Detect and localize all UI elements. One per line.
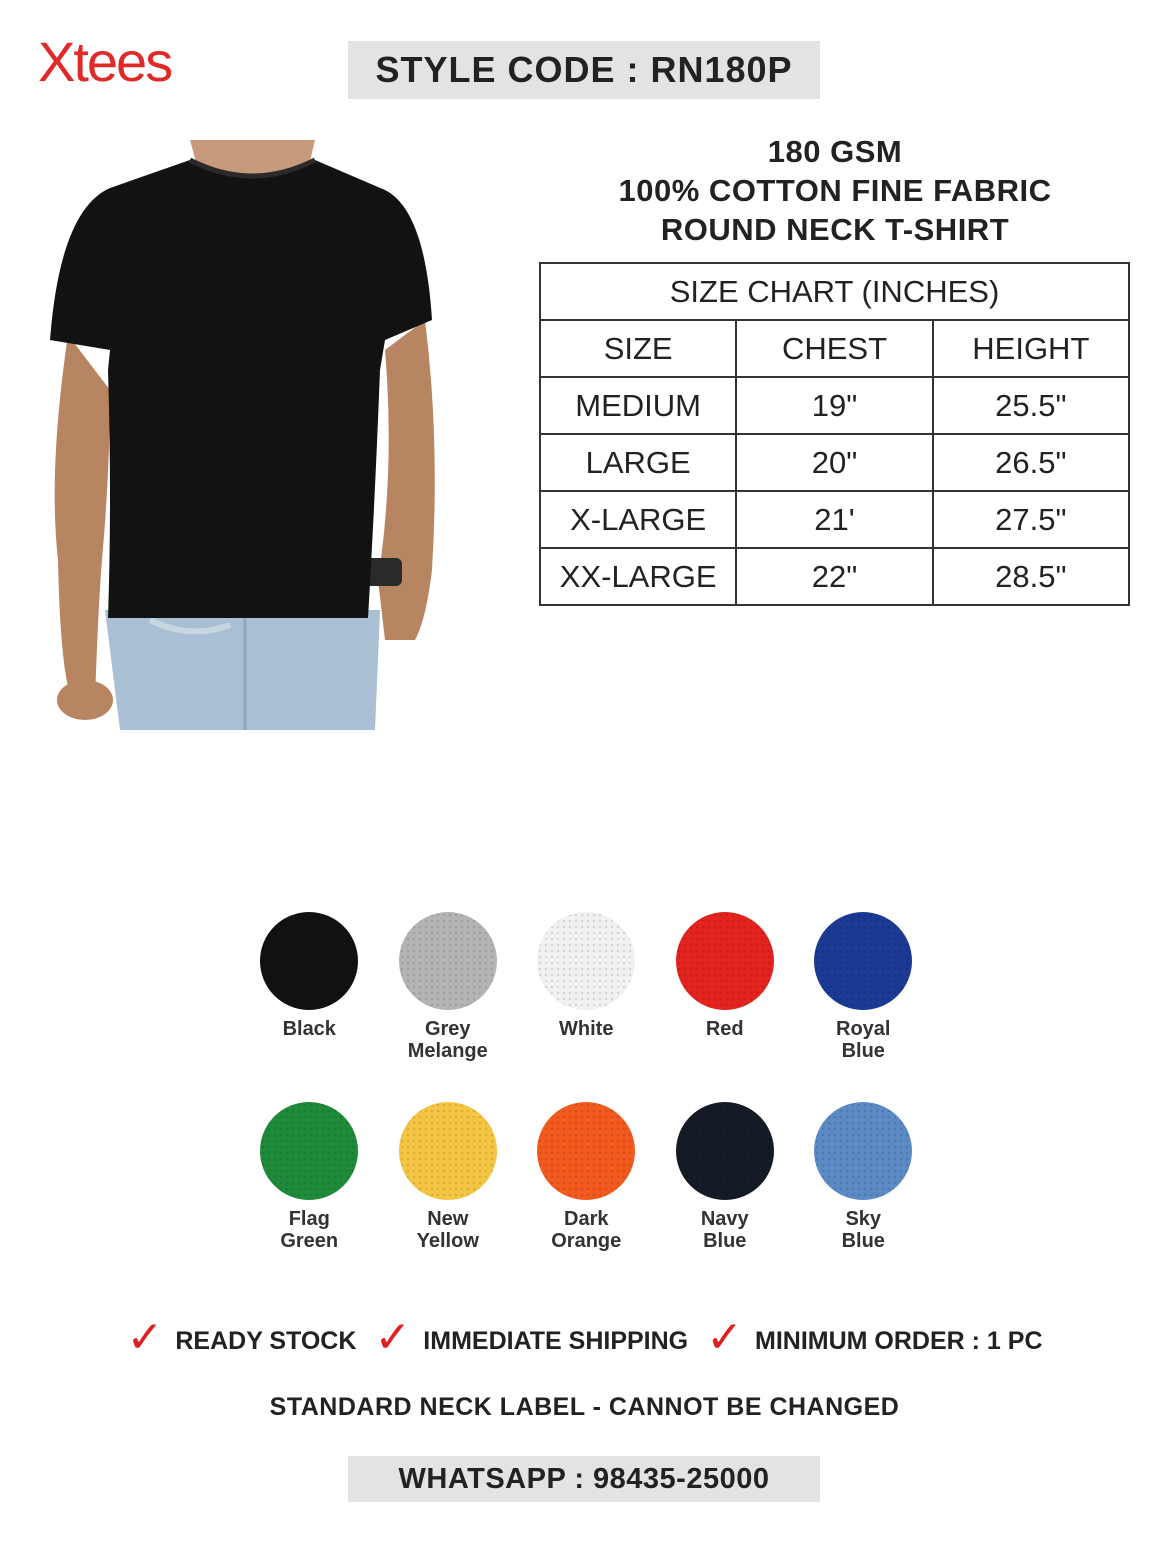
cell-chest: 21' bbox=[736, 491, 932, 548]
header-chest: CHEST bbox=[736, 320, 932, 377]
feature-minimum-order bbox=[706, 1313, 1043, 1362]
swatch-dot bbox=[399, 912, 497, 1010]
cell-size: MEDIUM bbox=[540, 377, 736, 434]
whatsapp-banner[interactable] bbox=[348, 1456, 820, 1502]
feature-label: MINIMUM ORDER : 1 PC bbox=[755, 1327, 1043, 1355]
swatch-label: Flag Green bbox=[280, 1208, 339, 1252]
size-chart-header-row bbox=[540, 320, 1129, 377]
brand-logo: Xtees bbox=[38, 30, 172, 93]
spec-type: ROUND NECK T-SHIRT bbox=[660, 212, 1010, 247]
swatch-new-yellow[interactable] bbox=[379, 1102, 518, 1252]
whatsapp-text: WHATSAPP : 98435-25000 bbox=[398, 1462, 770, 1495]
checkmark-icon: ✓ bbox=[374, 1313, 412, 1362]
swatch-royal-blue[interactable] bbox=[794, 912, 933, 1062]
swatch-label: White bbox=[559, 1018, 614, 1040]
cell-height: 28.5" bbox=[933, 548, 1129, 605]
cell-chest: 20" bbox=[736, 434, 932, 491]
header-height: HEIGHT bbox=[933, 320, 1129, 377]
model-left-arm bbox=[55, 335, 110, 700]
swatch-dot bbox=[676, 912, 774, 1010]
feature-list bbox=[0, 1313, 1169, 1362]
size-chart-title: SIZE CHART (INCHES) bbox=[540, 263, 1129, 320]
swatch-sky-blue[interactable] bbox=[794, 1102, 933, 1252]
swatch-dot bbox=[537, 1102, 635, 1200]
checkmark-icon: ✓ bbox=[126, 1313, 164, 1362]
model-right-arm bbox=[378, 320, 435, 640]
cell-size: X-LARGE bbox=[540, 491, 736, 548]
cell-height: 26.5" bbox=[933, 434, 1129, 491]
style-code-text: STYLE CODE : RN180P bbox=[375, 49, 793, 90]
swatch-label: New Yellow bbox=[416, 1208, 479, 1252]
swatch-white[interactable] bbox=[517, 912, 656, 1062]
cell-height: 27.5" bbox=[933, 491, 1129, 548]
swatch-dot bbox=[676, 1102, 774, 1200]
swatch-label: Dark Orange bbox=[551, 1208, 622, 1252]
swatch-dot bbox=[260, 912, 358, 1010]
cell-chest: 22" bbox=[736, 548, 932, 605]
product-photo bbox=[40, 140, 480, 730]
header-size: SIZE bbox=[540, 320, 736, 377]
cell-height: 25.5" bbox=[933, 377, 1129, 434]
swatch-label: Grey Melange bbox=[407, 1018, 488, 1062]
cell-chest: 19" bbox=[736, 377, 932, 434]
feature-ready-stock bbox=[126, 1313, 357, 1362]
swatch-black[interactable] bbox=[240, 912, 379, 1062]
cell-size: LARGE bbox=[540, 434, 736, 491]
checkmark-icon: ✓ bbox=[706, 1313, 744, 1362]
swatch-dot bbox=[399, 1102, 497, 1200]
feature-label: IMMEDIATE SHIPPING bbox=[423, 1327, 689, 1355]
swatch-dot bbox=[537, 912, 635, 1010]
swatch-dark-orange[interactable] bbox=[517, 1102, 656, 1252]
swatch-dot bbox=[260, 1102, 358, 1200]
model-left-hand bbox=[57, 680, 113, 720]
product-specs bbox=[540, 132, 1130, 249]
model-jeans bbox=[105, 610, 380, 730]
swatch-grey-melange[interactable] bbox=[379, 912, 518, 1062]
color-swatches bbox=[240, 912, 940, 1252]
table-row bbox=[540, 548, 1129, 605]
style-code-banner bbox=[348, 41, 820, 99]
feature-immediate-shipping bbox=[374, 1313, 689, 1362]
feature-label: READY STOCK bbox=[175, 1327, 357, 1355]
cell-size: XX-LARGE bbox=[540, 548, 736, 605]
swatch-label: Black bbox=[282, 1018, 336, 1040]
spec-gsm: 180 GSM bbox=[767, 134, 903, 169]
swatch-label: Navy Blue bbox=[700, 1208, 749, 1252]
table-row bbox=[540, 377, 1129, 434]
swatch-label: Red bbox=[705, 1018, 744, 1040]
neck-label-note: STANDARD NECK LABEL - CANNOT BE CHANGED bbox=[269, 1393, 900, 1421]
size-chart-table bbox=[539, 262, 1130, 606]
swatch-red[interactable] bbox=[656, 912, 795, 1062]
swatch-dot bbox=[814, 912, 912, 1010]
table-row bbox=[540, 491, 1129, 548]
table-row bbox=[540, 434, 1129, 491]
spec-fabric: 100% COTTON FINE FABRIC bbox=[618, 173, 1052, 208]
swatch-flag-green[interactable] bbox=[240, 1102, 379, 1252]
swatch-dot bbox=[814, 1102, 912, 1200]
swatch-label: Sky Blue bbox=[841, 1208, 885, 1252]
swatch-label: Royal Blue bbox=[836, 1018, 891, 1062]
swatch-navy-blue[interactable] bbox=[656, 1102, 795, 1252]
